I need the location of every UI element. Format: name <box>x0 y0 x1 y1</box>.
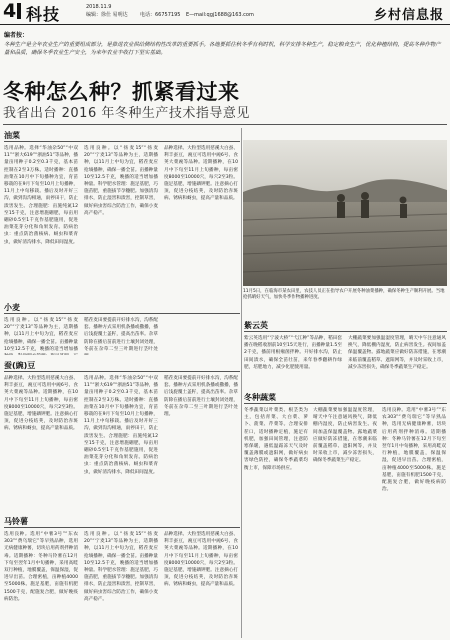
photo-caption: 11月5日，在临海市某农田里，农技人员正在指导农户开展冬种油菜播种，确保冬种生产顺利开展。当地抢抓晴好天气，加快冬季作物播种进度。 <box>243 289 445 301</box>
article-column: 紫云英选用“宁波大桥”“弋江种”等品种，稻田套播在晚稻收割前10至15天进行，亩播种量1.5至2千克，播前用根瘤菌拌种。开好排水沟，防止田间渍水，确保全苗壮苗，来年春季翻耕作绿肥，培肥地力，减少化肥使用量。 <box>244 336 342 370</box>
headline: 冬种怎么种？抓紧看过来 <box>3 80 240 104</box>
section-xiaomai: 小麦 <box>4 303 20 312</box>
headline-divider <box>3 124 447 125</box>
article-column: 品种选择。大粒型选用慈溪大白蚕、利丰蚕豆，豌豆可选用中豌6号、食荚大菜豌等品种。适期播种，在10月中下旬至11月上旬播种，每亩密度8000至10000穴，每穴2至3粒。施足基肥，增施磷钾肥。注意摘心打顶，促进分枝结荚，及时防治赤斑病、锈病和蚜虫，提高产量和品质。 <box>164 532 238 588</box>
section-dongzhong: 冬种蔬菜 <box>244 393 276 402</box>
section-rule <box>4 313 240 314</box>
email-line: E—mail:qgj1688@163.com <box>186 12 254 18</box>
article-column: 选用良种。以“扬麦15”“扬麦20”“宁麦13”等品种为主，适期播种，以11月上中旬为宜，稻茬麦应抢墒播种，确保一播全苗。亩播种量10至12.5千克，晚播的适当增加播种量。科学肥水管理：施足基肥，巧施苗肥，重施拔节孕穗肥。加强清沟排水，防止湿害和渍害，控制草害，做好病虫害综合防治工作，确保小麦高产稳产。 <box>84 146 158 216</box>
article-column: 大棚蔬菜要加强温湿度管理，晴天中午注意通风换气，降低棚内湿度，防止病害发生。夜间加盖保温覆盖物。露地蔬菜应做好防冻措施，在寒潮来临前覆盖稻草、遮阳网等，并及时采收上市，减少冻害损失，确保冬季蔬菜生产稳定。 <box>313 408 377 464</box>
section-ziyunying: 紫云英 <box>244 321 268 330</box>
section-rule <box>244 403 447 404</box>
page-number: 4 <box>3 0 17 22</box>
article-column: 大棚蔬菜要加强温湿度管理，晴天中午注意通风换气，降低棚内湿度，防止病害发生。夜间加盖保温覆盖物。露地蔬菜应做好防冻措施，在寒潮来临前覆盖稻草、遮阳网等，并及时采收上市，减少冻害损失，确保冬季蔬菜生产稳定。 <box>348 336 446 370</box>
article-column: 稻茬麦田要提前开好排水沟，沟系配套。播种方式采用机条播或撒播，播后浅旋覆土盖籽，提高出苗率。杂草防除在播后苗前进行土壤封闭处理，冬前在杂草二至三叶期进行茎叶处 <box>84 318 158 352</box>
section-marker <box>17 3 21 19</box>
article-column: 选用良种。以“扬麦15”“扬麦20”“宁麦13”等品种为主，适期播种，以11月上中旬为宜，稻茬麦应抢墒播种，确保一播全苗。亩播种量10至12.5千克，晚播的适当增加播种量。科学肥水管理：施足基肥，巧施苗肥，重施拔节孕穗肥。加强清沟排水，防止湿害和渍害，控制草害，做好病虫害综合防治工作，确保小麦高产稳产。 <box>84 532 158 602</box>
article-column: 选用品种。选择“华油杂50”“中双11”“浙大619”“浙油51”等品种，播量亩用种子0.2至0.3千克，基本苗控制在2至3万株。适时播种：直播油菜在10月中下旬播种为宜，育苗移栽的在9月下旬至10月上旬播种，11月上中旬移栽。播后及时开好三沟，做到沟沟相通，雨停田干，防止渍害发生。合理施肥：亩施纯氮12至15千克，注意增施硼肥，每亩用硼砂0.5至1千克作基肥施用，促进油菜花芽分化和角果发育。防病治虫：重点防治菌核病、蚜虫和菜青虫，做好清沟排水，降低田间湿度。 <box>4 146 78 245</box>
article-column: 稻茬麦田要提前开好排水沟，沟系配套。播种方式采用机条播或撒播，播后浅旋覆土盖籽，提高出苗率。杂草防除在播后苗前进行土壤封闭处理，冬前在杂草二至三叶期进行茎叶处理。 <box>164 376 238 418</box>
section-youcai: 油菜 <box>4 131 20 140</box>
masthead <box>0 0 450 25</box>
section-rule <box>4 527 240 528</box>
issue-date: 2018.11.9 <box>86 4 112 10</box>
section-rule <box>4 371 240 372</box>
editor-line: 编辑：徐仕 易明达 <box>86 12 128 18</box>
section-name: 科技 <box>26 5 61 24</box>
article-column: 品种选择。大粒型选用慈溪大白蚕、利丰蚕豆，豌豆可选用中豌6号、食荚大菜豌等品种。适期播种，在10月中下旬至11月上旬播种，每亩密度8000至10000穴，每穴2至3粒。施足基肥，增施磷钾肥。注意摘心打顶，促进分枝结荚，及时防治赤斑病、锈病和蚜虫，提高产量和品质。 <box>4 376 78 432</box>
newspaper-brand: 乡村信息报 <box>373 8 444 23</box>
section-rule <box>4 141 240 142</box>
phone-line: 电话：66757195 <box>140 12 181 18</box>
section-rule <box>244 331 447 332</box>
subheadline: 我省出台 2016 年冬种生产技术指导意见 <box>3 106 250 121</box>
editor-note: 冬种生产是全年农业生产的重要组成部分，是推进农业供给侧结构性改革的重要抓手。各地要抓住秋冬季有利时机，科学安排冬种生产，稳定粮食生产，优化种植结构，提高冬种作物产量和品质，确保冬季农业生产安全，为来年农业丰收打下坚实基础。 <box>4 42 441 56</box>
article-column: 选用良种。选用“中薯3号”“东农303”“费乌瑞它”等早熟品种，选用无病健康种薯，切块后用药剂拌种消毒。适期播种：冬种马铃薯在12月下旬至翌年1月中旬播种，采用高畦双行种植，地膜覆盖，保温保湿，促进早出苗。合理密植，亩种植4000至5000株。施足基肥，亩施有机肥1500千克，配施复合肥，做好晚疫病防治。 <box>382 408 446 493</box>
section-canbean: 蚕(豌)豆 <box>4 361 36 370</box>
column-divider <box>241 128 242 638</box>
article-column: 选用良种。选用“中薯3号”“东农303”“费乌瑞它”等早熟品种，选用无病健康种薯，切块后用药剂拌种消毒。适期播种：冬种马铃薯在12月下旬至翌年1月中旬播种，采用高畦双行种植，地膜覆盖，保温保湿，促进早出苗。合理密植，亩种植4000至5000株。施足基肥，亩施有机肥1500千克，配施复合肥，做好晚疫病防治。 <box>4 532 78 602</box>
article-column: 选用品种。选择“华油杂50”“中双11”“浙大619”“浙油51”等品种，播量亩用种子0.2至0.3千克，基本苗控制在2至3万株。适时播种：直播油菜在10月中下旬播种为宜，育苗移栽的在9月下旬至10月上旬播种，11月上中旬移栽。播后及时开好三沟，做到沟沟相通，雨停田干，防止渍害发生。合理施肥：亩施纯氮12至15千克，注意增施硼肥，每亩用硼砂0.5至1千克作基肥施用，促进油菜花芽分化和角果发育。防病治虫：重点防治菌核病、蚜虫和菜青虫，做好清沟排水，降低田间湿度。 <box>84 376 158 475</box>
article-column: 品种选择。大粒型选用慈溪大白蚕、利丰蚕豆，豌豆可选用中豌6号、食荚大菜豌等品种。适期播种，在10月中下旬至11月上旬播种，每亩密度8000至10000穴，每穴2至3粒。施足基肥，增施磷钾肥。注意摘心打顶，促进分枝结荚，及时防治赤斑病、锈病和蚜虫，提高产量和品质。 <box>164 146 238 202</box>
section-potato: 马铃薯 <box>4 517 28 526</box>
news-photo <box>243 140 447 286</box>
article-column: 选用良种。以“扬麦15”“扬麦20”“宁麦13”等品种为主，适期播种，以11月上中旬为宜，稻茬麦应抢墒播种，确保一播全苗。亩播种量10至12.5千克，晚播的适当增加播 <box>4 318 78 352</box>
article-column: 冬季蔬菜以叶菜类、根茎类为主，包括青菜、大白菜、萝卜、菠菜、芹菜等。合理安排茬口，适时播种定植，施足有机肥，加强田间管理，注意防寒保暖，遇低温霜冻天气及时覆盖薄膜或遮阳网，做好病虫害绿色防控，确保冬季蔬菜均衡上市，保障市场供应。 <box>244 408 308 471</box>
editor-note-label: 编者按： <box>4 32 29 39</box>
